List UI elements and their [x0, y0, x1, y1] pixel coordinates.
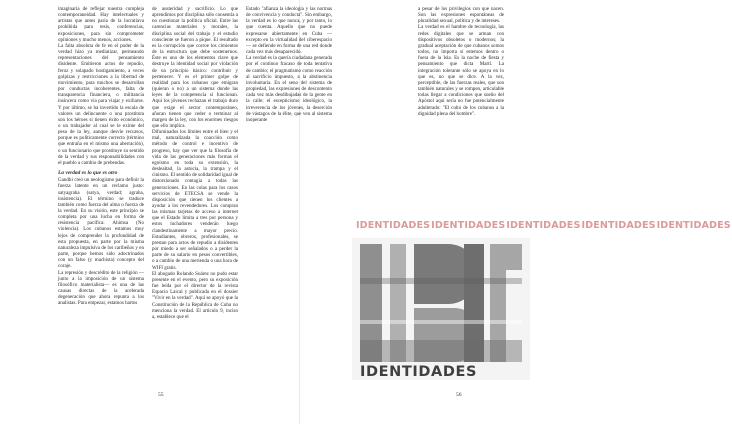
- identidades-graphic-title: IDENTIDADES: [360, 364, 477, 380]
- identidades-graphic-image: [352, 238, 530, 380]
- text-column-3: [246, 6, 332, 123]
- banner-word: IDENTIDADES: [431, 220, 506, 231]
- banner-word: IDENTIDADES: [656, 220, 731, 231]
- section-title: La verdad es lo que es otro: [58, 170, 118, 177]
- paragraph: Estado "afianza la ideología y las normas de convivencia y conducta". Sin embargo, la verdad es lo que nunca, y por tanto, lo que cuenta. Aquello que no puede expresarse abiertamente en Cuba —excepto en la virtualidad del ciberespacio— se defiende en forma de una red donde cada vez más desaparecido.: [246, 6, 332, 56]
- paragraph: La verdad es el hambre de tecnología, las redes digitales que se arman con dispositivos obsoletos o modernos; la gradual aceptación de que cubanos somos todos, no importa si estemos dentro o fuera de la Isla. Es la noche de fiesta y pensamiento que dicta Martí. La integración tolerante sólo se apoya en lo que es, no que se dice. A la vez, perceptible, de las fuerzas reales, que son también naturales y se rompen, articulable todas llegar a condiciones que sueño del Apóstol aquí sería no fue potencialmente adulterado: "El culto de los cubanos a la dignidad plena del hombre".: [418, 24, 504, 117]
- page-number-right: 56: [456, 392, 462, 398]
- text-column-2: [152, 6, 238, 320]
- paragraph: La falta absoluta de fe en el poder de la verdad hizo ya mediatizar, permeando representaciones del pensamiento disidente. Emitieron actos de repudio, feroz y solapado hostigamiento, a veces golpizas y restricciones a la libertad de movimiento, para muchos se desarrollan por conductas incoherentes, falta de transparencia financiera, o militancia insincera como vía para viajar y exiliarse. Y por último, se ha invertido la escala de valores un delincuente o una prostituta son los héroes si tienen éxito económico, o un trabajador al cual se le exime del peso de la ley, aunque desvíe recursos, porque es políticamente correcto (término que entraña en el mismo una aberración), o un funcionario que prostituye su sentido de la verdad y sus responsabilidades con el pueblo a cambio de prebendas.: [58, 42, 144, 166]
- paragraph: El abogado Rolando Suárez no pudo estar presente en el evento, pero su exposición fue leída por el director de la revista Espacio Laical y publicada en el dossier "Vivir en la verdad". Aquí se apoyó que la Constitución de la República de Cuba no menciona la verdad. El artículo 9, inciso a, establece que el: [152, 270, 238, 320]
- text-column-1: [58, 6, 144, 307]
- banner-word: IDENTIDADES: [356, 220, 431, 231]
- paragraph: de austeridad y sacrificio. Lo que aprendimos por disciplina sólo consentía a no cuestionar la política oficial. Entre las carencias materiales y morales, la disciplina social del trabajo y el estudio consciente se fueron a pique. El resultado es la corrupción que corroe los cimientos de la estructura que debe sostenernos. Éste es uno de los elementos clave que destruye la identidad social por violación de un principio básico: contribuir y pertenecer. Y es el primer golpe de realidad para los cubanos que emigran (quieran o no) a un sistema donde las leyes de la competencia sí funcionan. Aquí los jóvenes rechazan el trabajo duro que exige el sector contemporáneo, añoran tienen que ceder o terminar al margen de la ley, con los enormes riesgos que ello implica.: [152, 6, 238, 129]
- text-column-4: [418, 6, 504, 117]
- paragraph: La verdad es la quería ciudadana generada por el continuo fracaso de toda tentativa de cambio; el pragmatismo como reacción al sacrificio impuesto, a la abstinencia involuntaria. En el seno del sistema de propiedad, las expresiones de descontento cada vez más desdibujadas de la gente en la calle; el escepticismo ideológico, la irreverencia de los jóvenes, la deserción de vástagos de la élite, que ven al sistema inoperante: [246, 55, 332, 123]
- paragraph: Difuminados los límites entre el bien y el mal, naturalizada la coacción como método de control e incentivo de progreso, hay que ver que la filosofía de vida de las generaciones más formas el egoísmo en toda su extensión, la deslealtad, la astucia, la trampa y el cinismo. El sentido de solidaridad igual de distorsionado contagia a todas las generaciones. En las colas para los casos servicios de ETECSA se vende la disposición que tienen los clientes a ayudar a los revendedores. Los compran las mismas tarjetas de acceso a internet que el Estado limita a tres por persona y estos luchadores venderán luego clandestinamente a mayor precio. Estudiantes, obreros, profesionales, se prestan para actos de repudio a disidentes por miedo a ser señalados o a perder la parte de su salario en pesos convertibles, o a cambio de una merienda o una hora de WIFI gratis.: [152, 129, 238, 271]
- page-number-left: 55: [158, 392, 164, 398]
- paragraph: a pesar de los privilegios con que nacen. Son las expresiones espontáneas de pluralidad sexual, política y de intereses.: [418, 6, 504, 25]
- paragraph: imaginaria de reflejar nuestra compleja contemporaneidad. Hay intelectuales y artistas que antes paria de la lucratiava prohibida para tesis, conferencias, exposiciones, para sin comprometer opiniones y mucho menos, acciones.: [58, 6, 144, 43]
- paragraph: La represión y descrédito de la religión —junto a la imposición de un sistema filosófico materialista— es una de las causas directas de la acelerada degeneración que ahora repunta a los analistas. Para empezar, estamos hartos: [58, 269, 144, 307]
- identidades-graphic: [352, 238, 530, 380]
- banner-word: IDENTIDADES: [581, 220, 656, 231]
- banner-word: IDENTIDADES: [506, 220, 581, 231]
- paragraph: Gandhi creó un neologismo para definir la fuerza latente en un reclamo justo: satyagraha (satya, verdad; agraha, insistencia). El término se traduce también como fuerza del alma o fuerza de la verdad. En su visión, este principio se completa por una lucha en forma de resistencia pacífica: Ahimsa (No violencia). Los cubanos estamos muy lejos de comprender la profundidad de esta propuesta, en parte por la misma naturaleza impulsiva de los caribeños y en parte, porque hemos sido adoctrinados con un falso (y machista) concepto del coraje.: [58, 177, 144, 270]
- identidades-banner: [356, 220, 731, 234]
